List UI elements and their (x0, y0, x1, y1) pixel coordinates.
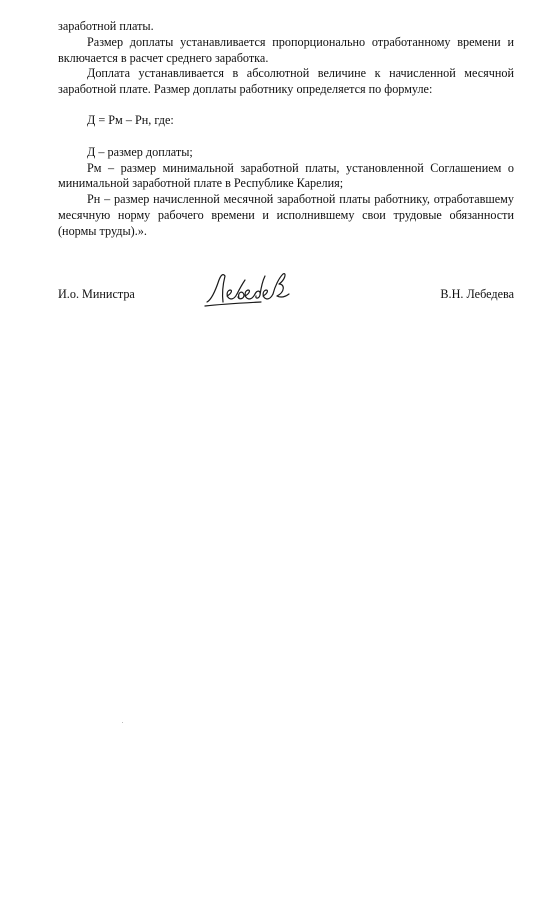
definition-d: Д – размер доплаты; (87, 144, 193, 159)
formula: Д = Рм – Рн, где: (87, 112, 174, 127)
scan-speck (122, 722, 123, 723)
document-body (58, 19, 514, 240)
paragraph-inclusion: Размер доплаты устанавливается пропорционально отработанному времени и включается в расчет среднего заработка. (58, 34, 514, 65)
definition-rn: Рн – размер начисленной месячной заработной платы работнику, отработавшему месячную норму рабочего времени и исполнившему свои трудовые обязанности (нормы труды).». (58, 192, 514, 238)
signatory-title: И.о. Министра (58, 287, 135, 301)
paragraph-absolute-value: Доплата устанавливается в абсолютной величине к начисленной месячной заработной плате. Размер доплаты работнику определяется по формуле: (58, 66, 514, 97)
definition-rm: Рм – размер минимальной заработной платы, установленной Соглашением о минимальной заработной плате в Республике Карелия; (58, 160, 514, 191)
paragraph-continuation: заработной платы. (58, 19, 154, 33)
signatory-name: В.Н. Лебедева (440, 287, 514, 301)
handwritten-signature (203, 268, 293, 312)
